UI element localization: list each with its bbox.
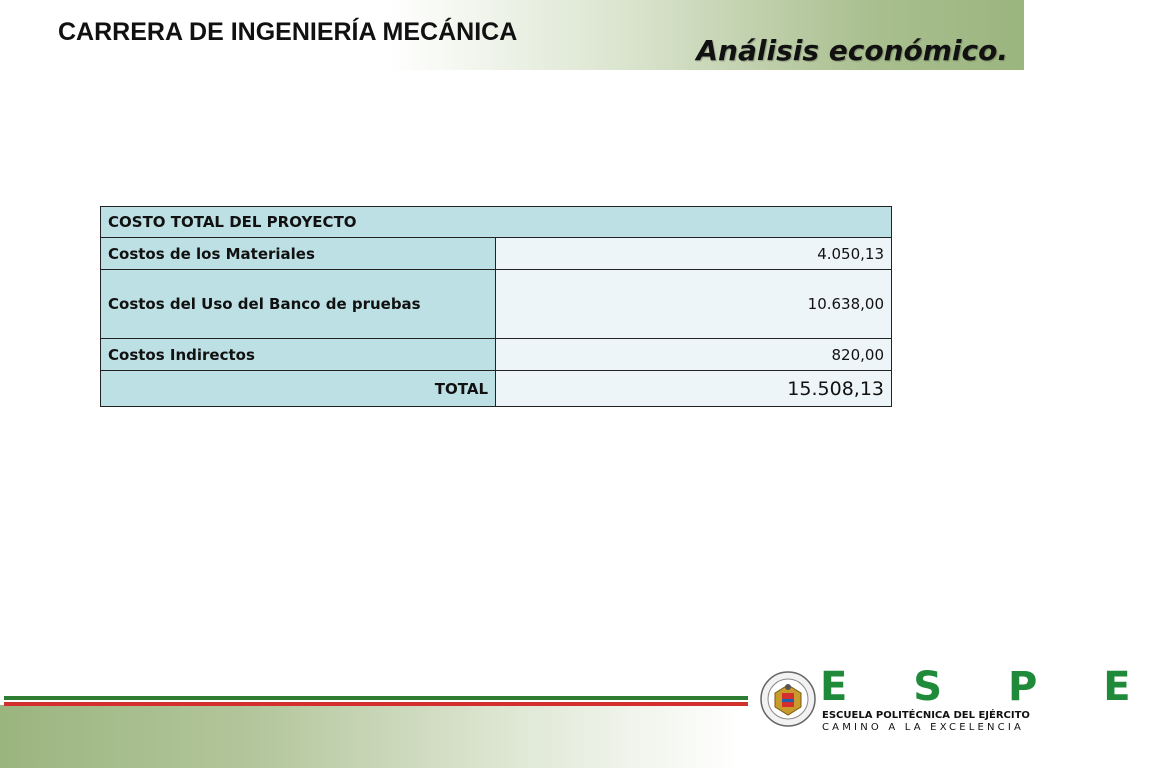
seal-icon: [760, 671, 816, 727]
cost-table: [100, 206, 892, 407]
row-value: 4.050,13: [496, 238, 892, 270]
institution-name: ESCUELA POLITÉCNICA DEL EJÉRCITO: [822, 710, 1030, 721]
total-value: 15.508,13: [496, 371, 892, 407]
institution-motto: CAMINO A LA EXCELENCIA: [822, 722, 1025, 733]
table-header-row: [101, 207, 892, 238]
row-label: Costos del Uso del Banco de pruebas: [101, 270, 496, 339]
espe-wordmark: E S P E: [820, 664, 1157, 710]
total-label: TOTAL: [101, 371, 496, 407]
red-stripe: [4, 702, 748, 706]
row-label: Costos de los Materiales: [101, 238, 496, 270]
total-row: [101, 371, 892, 407]
table-row: [101, 238, 892, 270]
table-row: [101, 339, 892, 371]
table-row: [101, 270, 892, 339]
row-label: Costos Indirectos: [101, 339, 496, 371]
row-value: 820,00: [496, 339, 892, 371]
espe-logo: [754, 664, 1157, 736]
row-value: 10.638,00: [496, 270, 892, 339]
table-title: COSTO TOTAL DEL PROYECTO: [101, 207, 892, 238]
slide-title: Análisis económico.: [696, 34, 1008, 67]
program-title: CARRERA DE INGENIERÍA MECÁNICA: [58, 18, 518, 46]
